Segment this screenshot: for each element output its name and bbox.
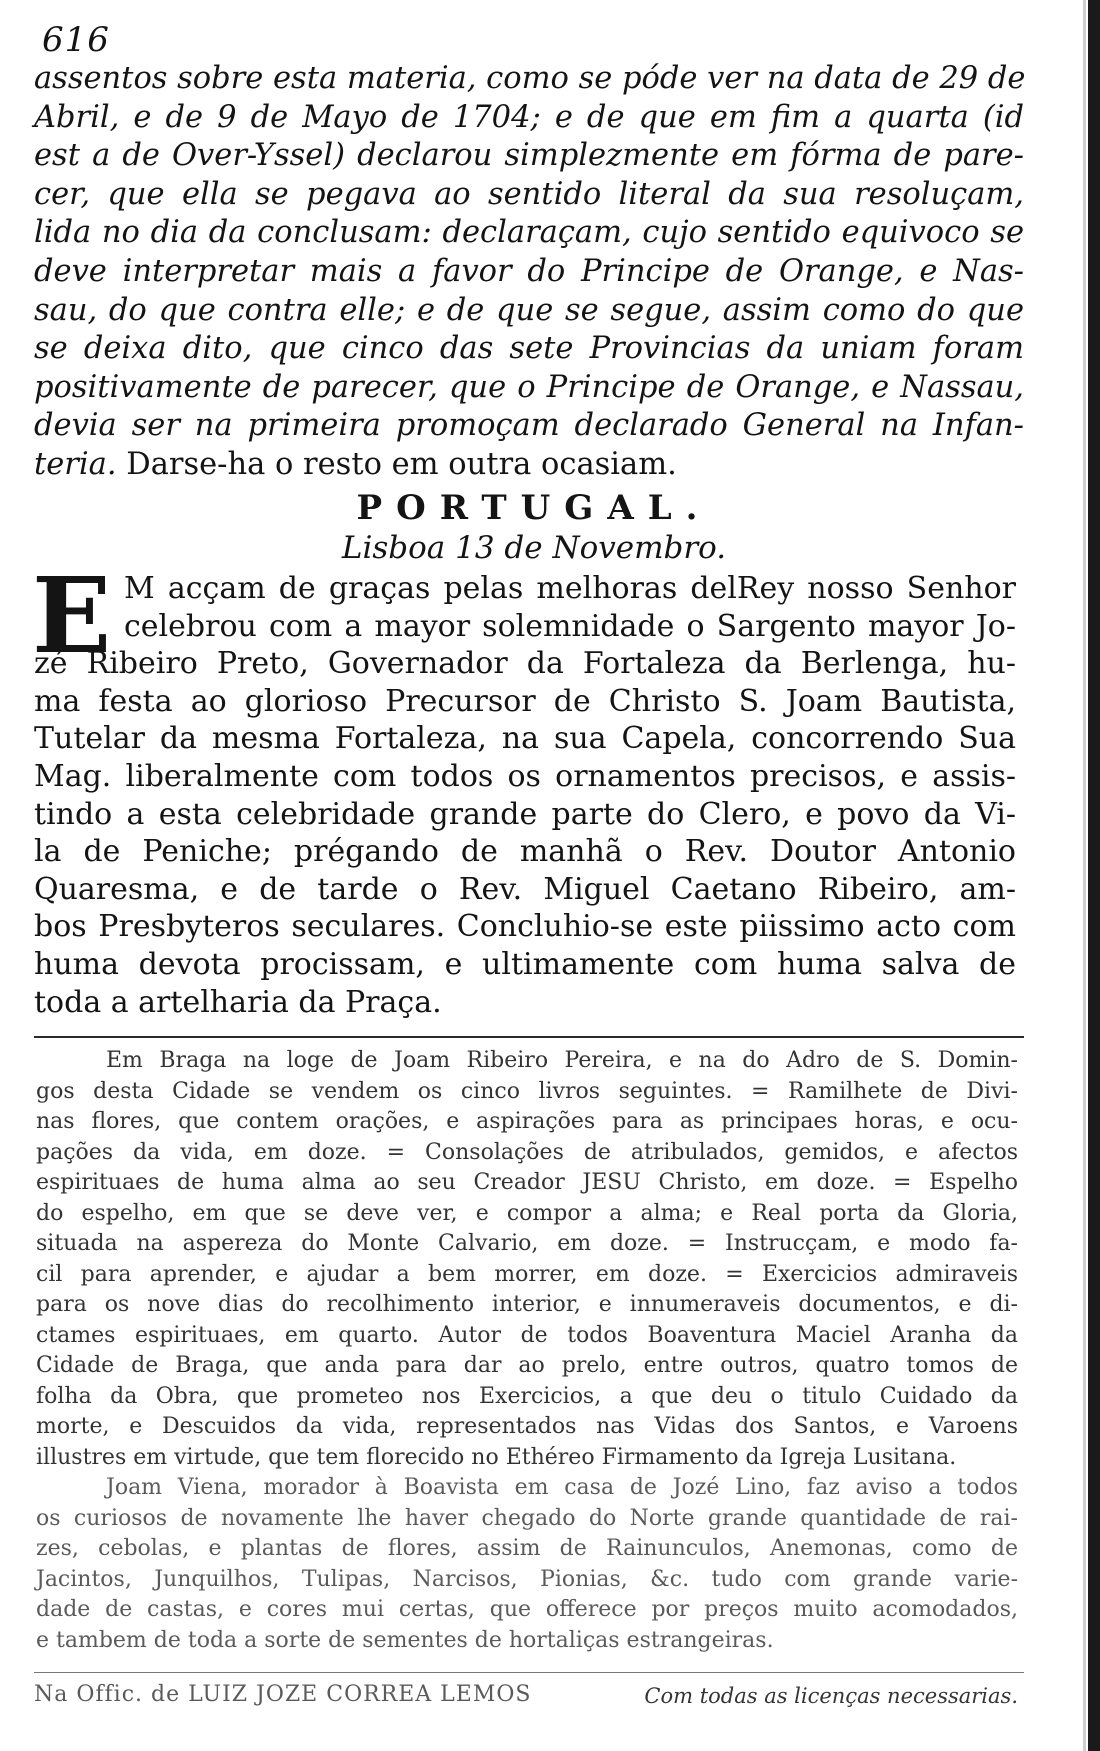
text-line: devia ser na primeira promoçam declarado General na Infan- [34,408,1024,444]
text-line: est a de Over-Yssel) declarou simplezmente em fórma de pare- [34,138,1024,174]
text-line: sau, do que contra elle; e de que se segue, assim como do que [34,292,1024,328]
text-line: cer, que ella se pegava ao sentido literal da sua resoluçam, [34,176,1024,212]
text-line: huma devota procissam, e ultimamente com huma salva de [34,946,1016,982]
text-line [34,446,1024,485]
imprint-divider [34,1672,1024,1673]
news-paragraph [32,554,1016,1021]
advert-line: espirituaes de huma alma ao seu Creador JESU Christo, em doze. = Espelho [36,1170,1018,1195]
printer-imprint: Na Offic. de LUIZ JOZE CORREA LEMOS [34,1682,532,1707]
advert-line: os curiosos de novamente lhe haver chegado do Norte grande quantidade de rai- [36,1505,1018,1531]
advert-line: Cidade de Braga, que anda para dar ao prelo, entre outros, quatro tomos de [36,1353,1018,1378]
advert-line: nas flores, que contem orações, e aspirações para as principaes horas, e ocu- [36,1109,1018,1134]
text-line: zé Ribeiro Preto, Governador da Fortaleza da Berlenga, hu- [34,646,1016,682]
advert-line: cil para aprender, e ajudar a bem morrer, em doze. = Exercicios admiraveis [36,1261,1018,1287]
continuation-note: Darse-ha o resto em outra ocasiam. [126,446,677,482]
advert-line: pações da vida, em doze. = Consolações de atribulados, gemidos, e afectos [36,1139,1018,1165]
text-fragment: teria. [34,446,117,482]
text-line: Quaresma, e de tarde o Rev. Miguel Caetano Ribeiro, am- [34,871,1016,907]
advert-line: para os nove dias do recolhimento interior, e innumeraveis documentos, e di- [36,1292,1018,1317]
advert-line: e tambem de toda a sorte de sementes de hortaliças estrangeiras. [36,1627,774,1653]
advert-line: do espelho, em que se deve ver, e compor a alma; e Real porta da Gloria, [36,1200,1018,1226]
text-line: Abril, e de 9 de Mayo de 1704; e de que em fim a quarta (id [34,99,1024,135]
text-line: bos Presbyteros seculares. Concluhio-se este piissimo acto com [34,909,1016,945]
text-line: deve interpretar mais a favor do Principe de Orange, e Nas- [34,253,1024,289]
advert-line: situada na aspereza do Monte Calvario, em doze. = Instrucçam, e modo fa- [36,1231,1018,1256]
text-line: se deixa dito, que cinco das sete Provincias da uniam foram [34,331,1024,367]
gazette-page [34,14,1034,1734]
advert-line: ctames espirituaes, em quarto. Autor de todos Boaventura Maciel Aranha da [36,1322,1018,1348]
page-edge-shadow [1083,0,1086,1751]
text-line: toda a artelharia da Praça. [34,984,442,1020]
text-line: tindo a esta celebridade grande parte do Clero, e povo da Vi- [34,796,1016,832]
advert-line: Jacintos, Junquilhos, Tulipas, Narcisos, Pionias, &c. tudo com grande varie- [36,1566,1018,1592]
intro-paragraph [34,60,1024,485]
text-line: lida no dia da conclusam: declaraçam, cujo sentido equivoco se [34,215,1024,251]
license-note: Com todas as licenças necessarias. [644,1684,1018,1708]
advert-line: morte, e Descuidos da vida, representados nas Vidas dos Santos, e Varoens [36,1414,1018,1439]
advert-line: zes, cebolas, e plantas de flores, assim de Rainunculos, Anemonas, como de [36,1536,1018,1561]
text-line: ma festa ao glorioso Precursor de Christo S. Joam Bautista, [34,683,1016,719]
section-divider [34,1036,1024,1038]
text-line: assentos sobre esta materia, como se póde ver na data de 29 de [34,61,1026,96]
dateline: Lisboa 13 de Novembro. [341,530,727,566]
advert-line: Em Braga na loge de Joam Ribeiro Pereira, e na do Adro de S. Domin- [106,1048,1018,1073]
advert-line: Joam Viena, morador à Boavista em casa de Jozé Lino, faz aviso a todos [106,1475,1018,1500]
drop-cap: E [32,554,112,677]
text-line: la de Peniche; prégando de manhã o Rev. Doutor Antonio [34,834,1016,870]
advertisements [36,1046,1018,1656]
imprint [34,1678,1024,1718]
text-line: M acçam de graças pelas melhoras delRey nosso Senhor [124,571,1016,606]
text-line: Mag. liberalmente com todos os ornamentos precisos, e assis- [34,758,1016,794]
advert-line: dade de castas, e cores mui certas, que offerece por preços muito acomodados, [36,1597,1018,1622]
advert-line: illustres em virtude, que tem florecido no Ethéreo Firmamento da Igreja Lusitana. [36,1444,957,1470]
page-edge [1088,0,1100,1751]
page-number: 616 [42,20,110,60]
text-line: celebrou com a mayor solemnidade o Sargento mayor Jo- [124,608,1016,644]
text-line: Tutelar da mesma Fortaleza, na sua Capela, concorrendo Sua [34,721,1016,757]
advert-line: folha da Obra, que prometeo nos Exercicios, a que deu o titulo Cuidado da [36,1383,1018,1409]
section-heading: PORTUGAL. [356,488,712,528]
text-line: positivamente de parecer, que o Principe de Orange, e Nassau, [34,369,1024,405]
advert-line: gos desta Cidade se vendem os cinco livros seguintes. = Ramilhete de Divi- [36,1078,1018,1104]
